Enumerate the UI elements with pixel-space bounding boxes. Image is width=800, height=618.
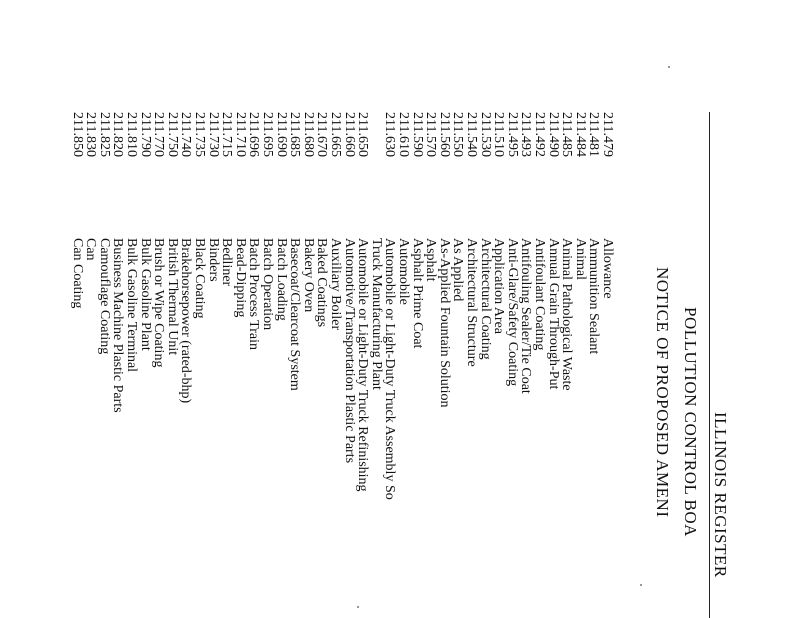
definition-row	[246, 112, 260, 618]
definition-row	[382, 112, 396, 618]
defined-term: Business Machine Plastic Parts	[110, 238, 126, 413]
section-number: 211.493	[518, 112, 534, 157]
definition-row	[518, 112, 532, 618]
scan-speck	[668, 66, 670, 68]
defined-term: British Thermal Unit	[164, 238, 180, 356]
section-number: 211.690	[273, 112, 289, 157]
defined-term: Asphalt Prime Coat	[409, 238, 425, 349]
section-number: 211.550	[450, 112, 466, 157]
defined-term: Camouflage Coating	[96, 238, 112, 355]
defined-term: Application Area	[491, 238, 507, 335]
definition-row	[138, 112, 152, 618]
section-number: 211.481	[586, 112, 602, 157]
defined-term: Bakery Oven	[300, 238, 316, 313]
defined-term: Anti-Glare/Safety Coating	[504, 238, 520, 387]
board-title: POLLUTION CONTROL BOA	[681, 307, 700, 537]
defined-term: Can Coating	[69, 238, 85, 309]
section-number: 211.730	[205, 112, 221, 157]
definition-row	[559, 112, 573, 618]
definition-row	[505, 112, 519, 618]
definition-row	[600, 112, 614, 618]
defined-term: Bedliner	[219, 238, 235, 287]
section-number: 211.484	[572, 112, 588, 157]
defined-term: Batch Process Train	[246, 238, 262, 350]
defined-term: As Applied	[450, 238, 466, 302]
definition-row	[165, 112, 179, 618]
definition-row	[464, 112, 478, 618]
defined-term-continuation: Truck Manufacturing Plant	[368, 238, 384, 390]
defined-term: Brush or Wipe Coating	[151, 238, 167, 368]
section-number: 211.570	[423, 112, 439, 157]
defined-term: Baked Coatings	[314, 238, 330, 328]
definition-row	[124, 112, 138, 618]
defined-term: Bead-Dipping	[232, 238, 248, 318]
definition-row	[314, 112, 328, 618]
definition-row	[301, 112, 315, 618]
definition-row	[437, 112, 451, 618]
register-title: ILLINOIS REGISTER	[711, 412, 730, 578]
definition-row	[478, 112, 492, 618]
defined-term: Allowance	[600, 238, 615, 299]
definition-row	[70, 112, 84, 618]
defined-term: Batch Loading	[273, 238, 289, 321]
section-number: 211.670	[314, 112, 330, 157]
section-number: 211.660	[341, 112, 357, 157]
defined-term: Architectural Structure	[464, 238, 479, 367]
defined-term: Automotive/Transportation Plastic Parts	[341, 238, 357, 464]
section-number: 211.715	[219, 112, 235, 157]
definition-row	[396, 112, 410, 618]
definition-row	[532, 112, 546, 618]
definition-row	[491, 112, 505, 618]
section-number: 211.820	[110, 112, 126, 157]
defined-term: Brakehorsepower (rated-bhp)	[178, 238, 194, 404]
definition-row	[423, 112, 437, 618]
defined-term: Binders	[205, 238, 221, 282]
defined-term: Automobile or Light-Duty Truck Assembly So	[382, 238, 398, 500]
defined-term: Basecoat/Clearcoat System	[287, 238, 303, 391]
section-number: 211.560	[436, 112, 452, 157]
section-number: 211.850	[69, 112, 85, 157]
defined-term: Asphalt	[423, 238, 439, 282]
section-number: 211.495	[504, 112, 520, 157]
definition-row	[410, 112, 424, 618]
defined-term: Antifouling Sealer/Tie Coat	[518, 238, 534, 394]
defined-term: Antifoulant Coating	[532, 238, 547, 351]
definition-row	[206, 112, 220, 618]
section-number: 211.590	[409, 112, 425, 157]
definition-row	[586, 112, 600, 618]
definition-row	[328, 112, 342, 618]
definition-row	[233, 112, 247, 618]
definition-row	[260, 112, 274, 618]
definition-row	[219, 112, 233, 618]
defined-term: As-Applied Fountain Solution	[436, 238, 452, 408]
section-number: 211.790	[137, 112, 153, 157]
section-number: 211.695	[260, 112, 275, 157]
section-number: 211.540	[464, 112, 479, 157]
defined-term: Architectural Coating	[477, 238, 493, 360]
definition-row	[274, 112, 288, 618]
section-number: 211.490	[545, 112, 561, 157]
definition-row	[450, 112, 464, 618]
defined-term: Bulk Gasoline Terminal	[124, 238, 139, 373]
section-number: 211.696	[246, 112, 262, 157]
definition-row	[83, 112, 97, 618]
definition-row	[192, 112, 206, 618]
defined-term: Automobile or Light-Duty Truck Refinishing	[355, 238, 371, 492]
definition-row	[287, 112, 301, 618]
section-number: 211.485	[559, 112, 575, 157]
section-number: 211.610	[396, 112, 411, 157]
section-number: 211.750	[164, 112, 180, 157]
defined-term: Animal	[572, 238, 588, 280]
section-number: 211.830	[83, 112, 99, 157]
notice-title: NOTICE OF PROPOSED AMENI	[653, 267, 672, 518]
scan-speck	[640, 584, 642, 586]
definition-row	[110, 112, 124, 618]
defined-term: Batch Operation	[260, 238, 275, 331]
definition-row	[369, 112, 383, 618]
defined-term: Auxiliary Boiler	[328, 238, 343, 331]
header-rule	[709, 112, 710, 618]
definition-row	[573, 112, 587, 618]
section-number: 211.735	[192, 112, 207, 157]
definition-row	[546, 112, 560, 618]
definition-row	[151, 112, 165, 618]
section-number: 211.825	[96, 112, 112, 157]
section-number: 211.492	[532, 112, 547, 157]
definition-row	[178, 112, 192, 618]
defined-term: Annual Grain Through-Put	[545, 238, 561, 390]
section-number: 211.510	[491, 112, 507, 157]
defined-term: Animal Pathological Waste	[559, 238, 575, 391]
defined-term: Automobile	[396, 238, 411, 305]
section-number: 211.810	[124, 112, 139, 157]
definition-row	[355, 112, 369, 618]
defined-term: Ammunition Sealant	[586, 238, 602, 355]
section-number: 211.530	[477, 112, 493, 157]
definition-row	[97, 112, 111, 618]
section-number: 211.740	[178, 112, 194, 157]
section-number: 211.680	[300, 112, 316, 157]
defined-term: Can	[83, 238, 99, 261]
section-number: 211.650	[355, 112, 371, 157]
scan-speck	[357, 606, 359, 608]
defined-term: Bulk Gasoline Plant	[137, 238, 153, 351]
definition-row	[342, 112, 356, 618]
section-number: 211.770	[151, 112, 167, 157]
section-number: 211.630	[382, 112, 398, 157]
section-number: 211.685	[287, 112, 303, 157]
section-number: 211.710	[232, 112, 248, 157]
defined-term: Black Coating	[192, 238, 207, 319]
section-number: 211.665	[328, 112, 343, 157]
section-number: 211.479	[600, 112, 615, 157]
rotated-document	[69, 112, 730, 618]
